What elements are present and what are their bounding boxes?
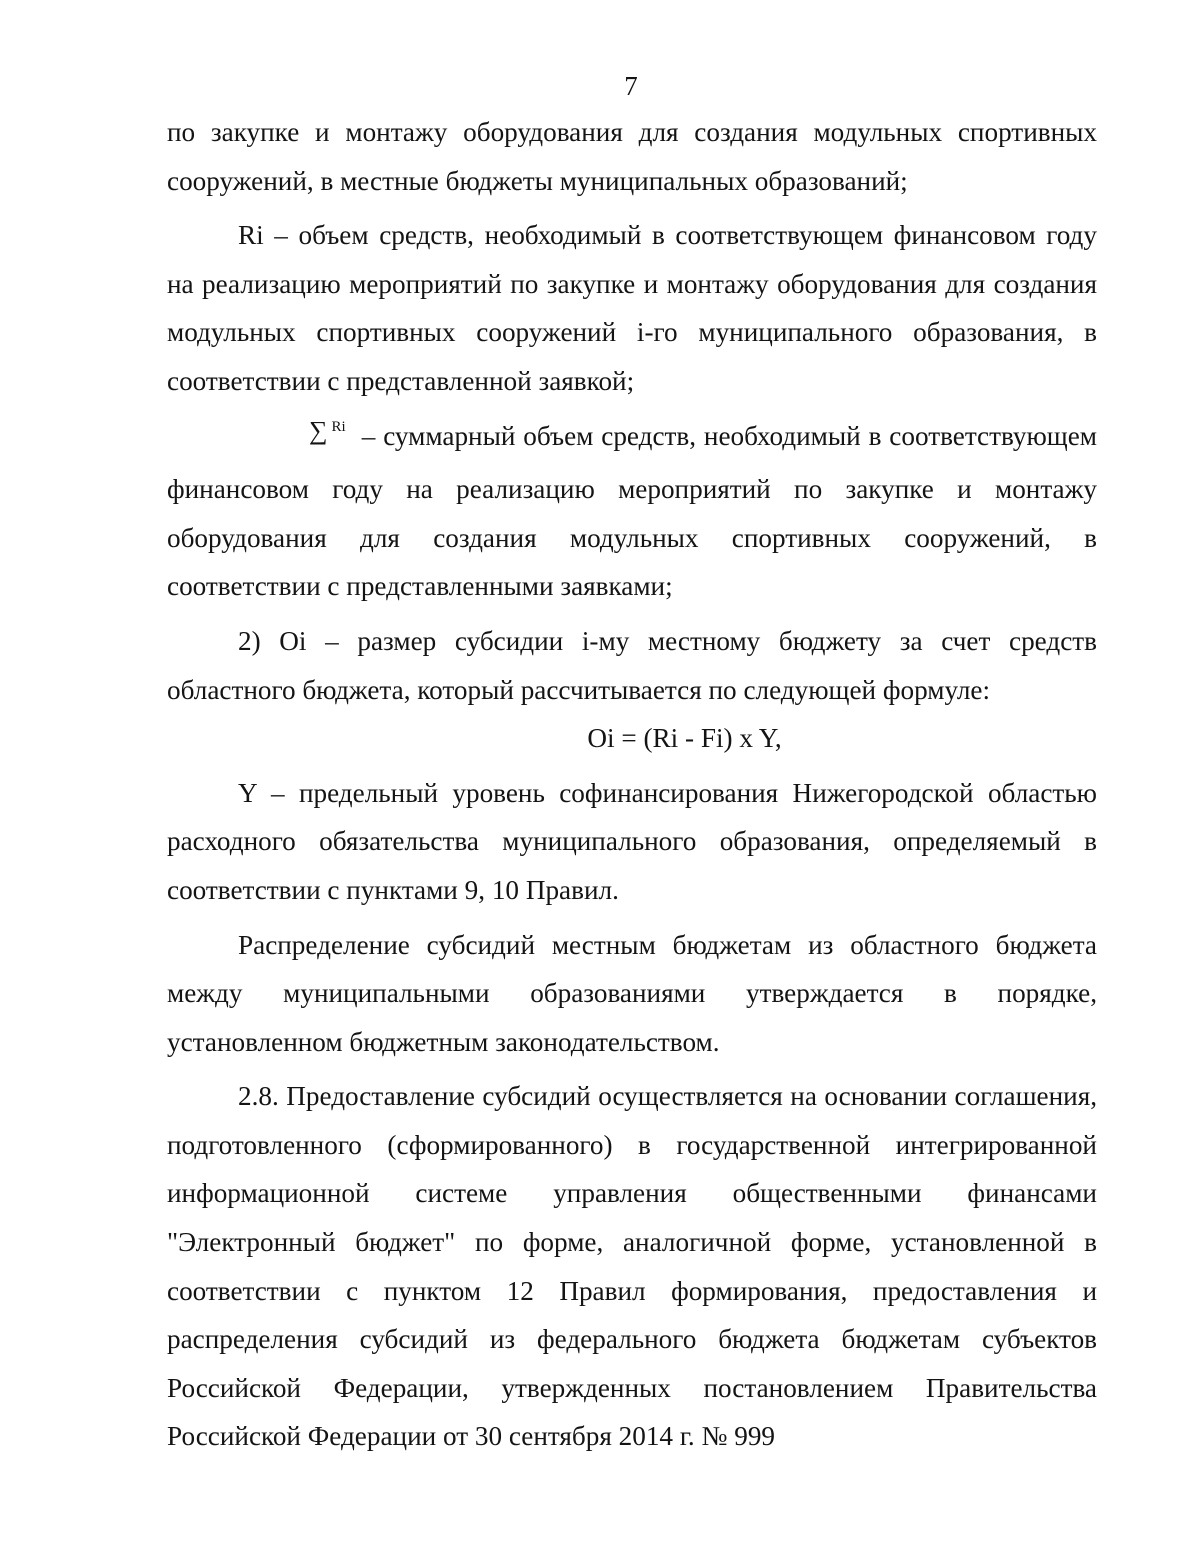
paragraph-distribution: Распределение субсидий местным бюджетам из областного бюджета между муниципальными образованиями утверждается в порядке, установленном бюджетным законодательством. [167, 929, 1097, 1057]
sum-subscript: Ri [331, 418, 346, 435]
paragraph-sum-ri-text: – суммарный объем средств, необходимый в соответствующем финансовом году на реализацию мероприятий по закупке и монтажу оборудования для создания модульных спортивных сооружений, в соответствии с представленными заявками; [167, 420, 1097, 602]
paragraph-sum-ri-definition [167, 412, 1097, 611]
sum-symbol: ∑ [309, 415, 328, 445]
paragraph-2-8: 2.8. Предоставление субсидий осуществляется на основании соглашения, подготовленного (сформированного) в государственной интегрированной информационной системе управления общественными финансами "Электронный бюджет" по форме, аналогичной форме, установленной в соответствии с пунктом 12 Правил формирования, предоставления и распределения субсидий из федерального бюджета бюджетам субъектов Российской Федерации, утвержденных постановлением Правительства Российской Федерации от 30 сентября 2014 г. № 999 [167, 1081, 1097, 1452]
formula-oi: Oi = (Ri - Fi) x Y, [587, 723, 782, 754]
document-body [167, 108, 1097, 1461]
page-number: 7 [624, 71, 638, 101]
paragraph-continuation: по закупке и монтажу оборудования для создания модульных спортивных сооружений, в местные бюджеты муниципальных образований; [167, 117, 1097, 196]
paragraph-y-definition: Y – предельный уровень софинансирования Нижегородской областью расходного обязательства муниципального образования, определяемый в соответствии с пунктами 9, 10 Правил. [167, 777, 1097, 905]
paragraph-ri-definition: Ri – объем средств, необходимый в соответствующем финансовом году на реализацию мероприятий по закупке и монтажу оборудования для создания модульных спортивных сооружений i-го муниципального образования, в соответствии с представленной заявкой; [167, 220, 1097, 396]
paragraph-oi-definition: 2) Oi – размер субсидии i-му местному бюджету за счет средств областного бюджета, который рассчитывается по следующей формуле: [167, 625, 1097, 705]
